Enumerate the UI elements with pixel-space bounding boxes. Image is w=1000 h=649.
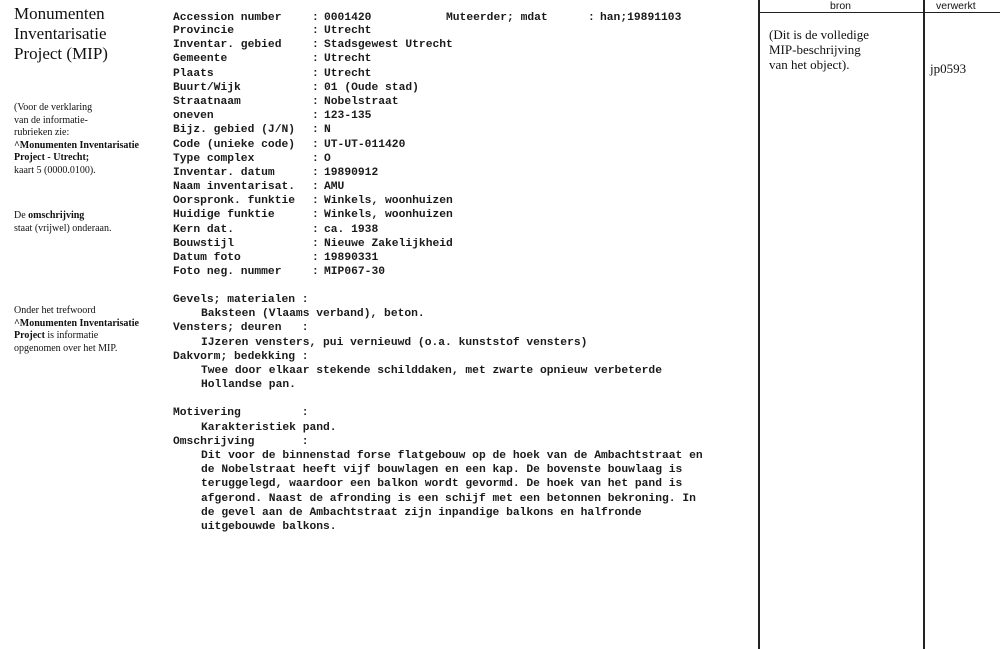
- bron-column-header: bron: [830, 0, 852, 12]
- field-label: Datum foto: [173, 252, 241, 264]
- field-value: Nieuwe Zakelijkheid: [324, 237, 453, 250]
- field-separator: :: [312, 252, 319, 264]
- field-value: Winkels, woonhuizen: [324, 209, 453, 222]
- omschrijving-line: afgerond. Naast de afronding is een schijf met een betonnen bekroning. In: [201, 492, 696, 505]
- vensters-label: Vensters; deuren :: [173, 322, 309, 335]
- omschrijving-line: teruggelegd, waardoor een balkon wordt gevormd. De hoek van het pand is: [201, 478, 683, 491]
- note-line: rubrieken zie:: [14, 127, 70, 138]
- field-label: Gemeente: [173, 53, 228, 66]
- note-link: Project - Utrecht;: [14, 152, 90, 163]
- field-value: AMU: [324, 181, 345, 194]
- motivering-text: Karakteristiek pand.: [201, 421, 337, 434]
- accession-sep: :: [312, 12, 319, 24]
- header-rule: [759, 12, 1000, 13]
- bron-line: van het object).: [769, 57, 850, 72]
- muteerder-sep: :: [588, 12, 595, 24]
- note-line: Project is informatie: [14, 330, 99, 341]
- bron-line: (Dit is de volledige: [769, 27, 870, 42]
- field-value: 19890912: [324, 166, 379, 179]
- title-line: Monumenten: [14, 4, 105, 23]
- field-value: 01 (Oude stad): [324, 81, 419, 94]
- note-line: opgenomen over het MIP.: [14, 342, 118, 354]
- field-label: Oorspronk. funktie: [173, 195, 296, 208]
- field-label: Type complex: [173, 152, 255, 165]
- field-label: Bijz. gebied (J/N): [173, 124, 296, 137]
- field-label: Inventar. gebied: [173, 39, 282, 52]
- keyword-note: [14, 305, 164, 355]
- field-separator: :: [312, 152, 319, 165]
- omschrijving-line: Dit voor de binnenstad forse flatgebouw op de hoek van de Ambachtstraat en: [201, 450, 703, 463]
- field-value: 19890331: [324, 252, 379, 264]
- column-divider: [758, 0, 760, 649]
- field-separator: :: [312, 81, 319, 94]
- field-separator: :: [312, 67, 319, 80]
- field-value: UT-UT-011420: [324, 138, 406, 151]
- accession-label: Accession number: [173, 12, 282, 24]
- document-title: [14, 4, 164, 64]
- note-line: staat (vrijwel) onderaan.: [14, 222, 112, 234]
- field-label: Inventar. datum: [173, 166, 275, 179]
- field-separator: :: [312, 209, 319, 222]
- note-line: De omschrijving: [14, 210, 85, 221]
- field-separator: :: [312, 95, 319, 108]
- field-label: oneven: [173, 110, 214, 123]
- bron-note: [769, 27, 919, 72]
- field-label: Straatnaam: [173, 95, 241, 108]
- field-separator: :: [312, 266, 319, 279]
- field-value: Utrecht: [324, 25, 372, 37]
- field-separator: :: [312, 223, 319, 236]
- note-line: kaart 5 (0000.0100).: [14, 164, 96, 176]
- muteerder-value: han;19891103: [600, 12, 682, 24]
- note-link: ^Monumenten Inventarisatie: [14, 317, 139, 329]
- field-label: Code (unieke code): [173, 138, 296, 151]
- field-label: Provincie: [173, 25, 235, 37]
- field-separator: :: [312, 39, 319, 52]
- dakvorm-text: Hollandse pan.: [201, 379, 296, 392]
- omschrijving-label: Omschrijving :: [173, 435, 309, 448]
- muteerder-label: Muteerder; mdat: [446, 12, 548, 24]
- dakvorm-text: Twee door elkaar stekende schilddaken, met zwarte opnieuw verbeterde: [201, 365, 662, 378]
- bron-line: MIP-beschrijving: [769, 42, 861, 57]
- description-blocks: [173, 293, 753, 534]
- motivering-label: Motivering :: [173, 407, 309, 420]
- title-line: Project (MIP): [14, 44, 108, 63]
- accession-value: 0001420: [324, 12, 372, 24]
- field-separator: :: [312, 237, 319, 250]
- gevels-text: Baksteen (Vlaams verband), beton.: [201, 308, 425, 321]
- field-separator: :: [312, 181, 319, 194]
- note-line: Onder het trefwoord: [14, 305, 96, 316]
- field-label: Foto neg. nummer: [173, 266, 282, 279]
- field-value: Utrecht: [324, 53, 372, 66]
- field-label: Huidige funktie: [173, 209, 275, 222]
- omschrijving-line: uitgebouwde balkons.: [201, 521, 337, 534]
- field-separator: :: [312, 53, 319, 66]
- column-divider: [923, 0, 925, 649]
- info-note: [14, 102, 164, 177]
- field-value: Stadsgewest Utrecht: [324, 39, 453, 52]
- field-label: Naam inventarisat.: [173, 181, 296, 194]
- field-separator: :: [312, 25, 319, 37]
- field-separator: :: [312, 166, 319, 179]
- field-label: Plaats: [173, 67, 214, 80]
- omschrijving-line: de Nobelstraat heeft vijf bouwlagen en een kap. De bovenste bouwlaag is: [201, 464, 683, 477]
- field-separator: :: [312, 195, 319, 208]
- field-value: MIP067-30: [324, 266, 386, 279]
- field-separator: :: [312, 138, 319, 151]
- description-note: [14, 210, 164, 235]
- field-value: O: [324, 152, 331, 165]
- field-label: Bouwstijl: [173, 237, 235, 250]
- dakvorm-label: Dakvorm; bedekking :: [173, 350, 309, 363]
- title-line: Inventarisatie: [14, 24, 107, 43]
- field-value: Winkels, woonhuizen: [324, 195, 453, 208]
- verwerkt-value: jp0593: [930, 61, 967, 76]
- field-value: N: [324, 124, 331, 137]
- note-link: ^Monumenten Inventarisatie: [14, 139, 139, 151]
- field-value: ca. 1938: [324, 223, 379, 236]
- verwerkt-column-header: verwerkt: [936, 0, 976, 12]
- field-label: Kern dat.: [173, 223, 235, 236]
- field-value: Nobelstraat: [324, 95, 399, 108]
- gevels-label: Gevels; materialen :: [173, 294, 309, 306]
- vensters-text: IJzeren vensters, pui vernieuwd (o.a. kunststof vensters): [201, 336, 588, 349]
- field-value: 123-135: [324, 110, 372, 123]
- omschrijving-line: de gevel aan de Ambachtstraat zijn inpandige balkons en halfronde: [201, 506, 642, 519]
- field-separator: :: [312, 124, 319, 137]
- note-line: (Voor de verklaring: [14, 102, 93, 113]
- note-line: van de informatie-: [14, 114, 88, 126]
- field-separator: :: [312, 110, 319, 123]
- field-label: Buurt/Wijk: [173, 81, 241, 94]
- field-value: Utrecht: [324, 67, 372, 80]
